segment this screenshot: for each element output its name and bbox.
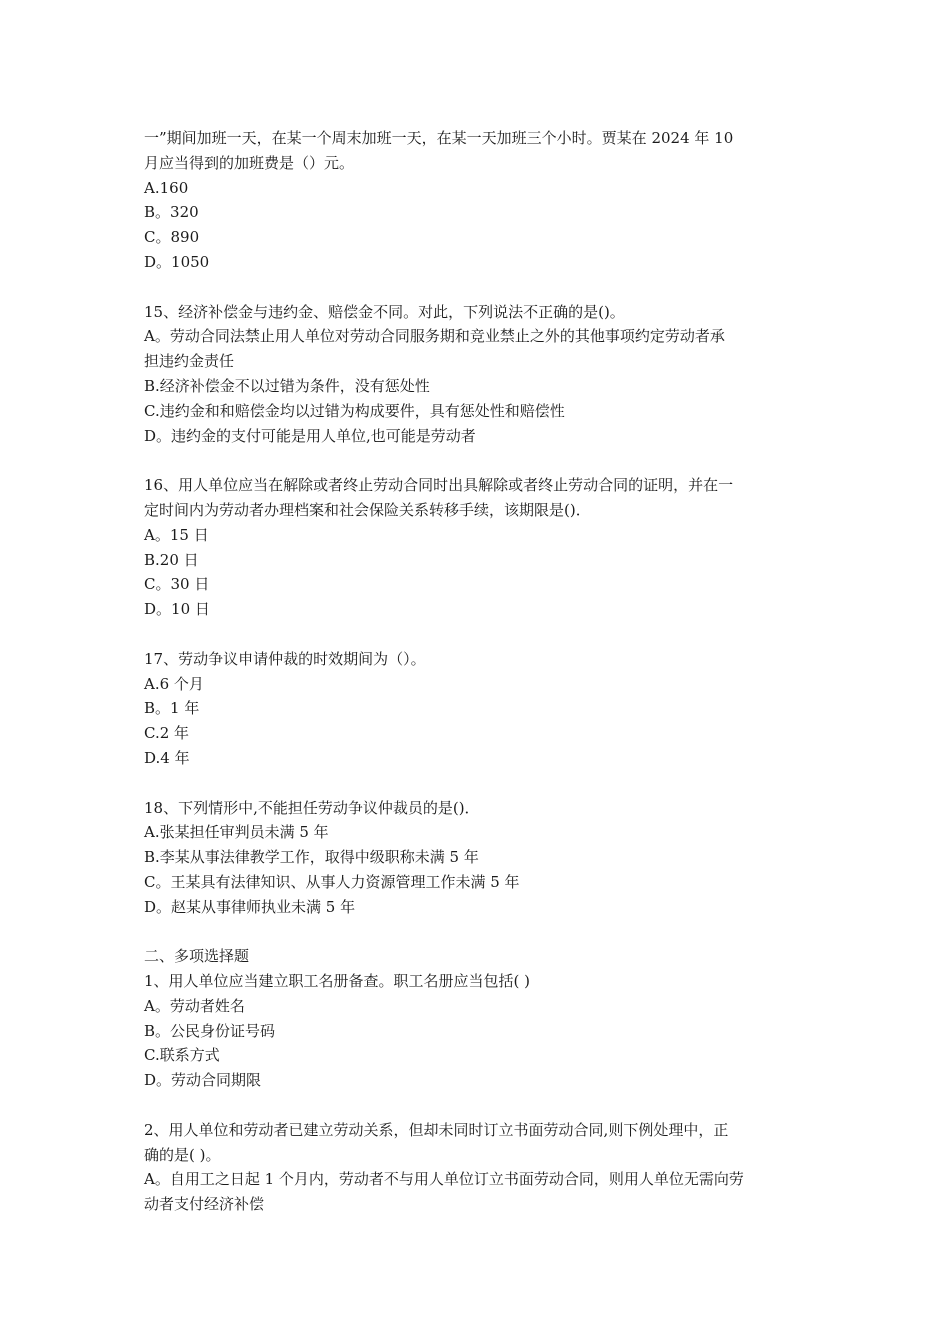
option-c: C。王某具有法律知识、从事人力资源管理工作未满 5 年 bbox=[144, 872, 520, 891]
option-a: A.160 bbox=[144, 178, 189, 197]
question-block-18 bbox=[144, 796, 810, 920]
question-block-m2 bbox=[144, 1118, 810, 1217]
option-a: A.6 个月 bbox=[144, 674, 204, 693]
option-d: D。违约金的支付可能是用人单位,也可能是劳动者 bbox=[144, 426, 476, 445]
option-a-continued: 动者支付经济补偿 bbox=[144, 1195, 265, 1214]
option-a: A。劳动者姓名 bbox=[144, 996, 245, 1015]
option-d: D。赵某从事律师执业未满 5 年 bbox=[144, 897, 356, 916]
document-page bbox=[144, 126, 810, 1217]
option-a: A.张某担任审判员未满 5 年 bbox=[144, 823, 329, 842]
option-d: D。10 日 bbox=[144, 600, 210, 619]
option-d: D.4 年 bbox=[144, 748, 190, 767]
option-b: B。1 年 bbox=[144, 699, 200, 718]
option-a: A。15 日 bbox=[144, 525, 209, 544]
option-b: B.李某从事法律教学工作，取得中级职称未满 5 年 bbox=[144, 848, 479, 867]
question-stem-line: 18、下列情形中,不能担任劳动争议仲裁员的是()． bbox=[144, 798, 480, 817]
option-d: D。1050 bbox=[144, 252, 210, 271]
option-b: B.20 日 bbox=[144, 550, 199, 569]
question-block-m1 bbox=[144, 969, 810, 1093]
option-c: C。890 bbox=[144, 228, 200, 247]
spacer bbox=[144, 448, 810, 473]
question-block-intro bbox=[144, 126, 810, 275]
question-stem-line: 1、用人单位应当建立职工名册备查。职工名册应当包括( ) bbox=[144, 972, 531, 991]
question-stem-line: 定时间内为劳动者办理档案和社会保险关系转移手续，该期限是()． bbox=[144, 500, 591, 519]
spacer bbox=[144, 622, 810, 647]
option-b: B。320 bbox=[144, 203, 199, 222]
question-block-17 bbox=[144, 647, 810, 771]
question-stem-line: 17、劳动争议申请仲裁的时效期间为（）。 bbox=[144, 649, 426, 668]
question-block-15 bbox=[144, 300, 810, 449]
spacer bbox=[144, 275, 810, 300]
question-stem-line: 2、用人单位和劳动者已建立劳动关系，但却未同时订立书面劳动合同,则下例处理中，正 bbox=[144, 1120, 729, 1139]
option-c: C.联系方式 bbox=[144, 1046, 220, 1065]
section-multiple-choice bbox=[144, 944, 810, 1217]
question-block-16 bbox=[144, 473, 810, 622]
question-stem-line: 16、用人单位应当在解除或者终止劳动合同时出具解除或者终止劳动合同的证明，并在一 bbox=[144, 476, 734, 495]
spacer bbox=[144, 920, 810, 945]
question-stem-line: 一”期间加班一天，在某一个周末加班一天，在某一天加班三个小时。贾某在 2024 年 10 bbox=[144, 129, 734, 147]
question-stem-line: 15、经济补偿金与违约金、赔偿金不同。对此，下列说法不正确的是()。 bbox=[144, 302, 625, 321]
option-a: A。自用工之日起 1 个月内，劳动者不与用人单位订立书面劳动合同，则用人单位无需向劳 bbox=[144, 1170, 744, 1189]
option-b: B。公民身份证号码 bbox=[144, 1021, 276, 1040]
option-a-continued: 担违约金责任 bbox=[144, 352, 235, 371]
option-c: C.违约金和和赔偿金均以过错为构成要件，具有惩处性和赔偿性 bbox=[144, 401, 565, 420]
section-heading: 二、多项选择题 bbox=[144, 947, 250, 966]
option-b: B.经济补偿金不以过错为条件，没有惩处性 bbox=[144, 376, 430, 395]
option-d: D。劳动合同期限 bbox=[144, 1071, 262, 1090]
question-stem-line: 月应当得到的加班费是（）元。 bbox=[144, 153, 355, 172]
option-a: A。劳动合同法禁止用人单位对劳动合同服务期和竞业禁止之外的其他事项约定劳动者承 bbox=[144, 327, 725, 346]
option-c: C.2 年 bbox=[144, 724, 190, 743]
option-c: C。30 日 bbox=[144, 575, 210, 594]
question-stem-line: 确的是( )。 bbox=[144, 1145, 221, 1164]
spacer bbox=[144, 771, 810, 796]
spacer bbox=[144, 1093, 810, 1118]
